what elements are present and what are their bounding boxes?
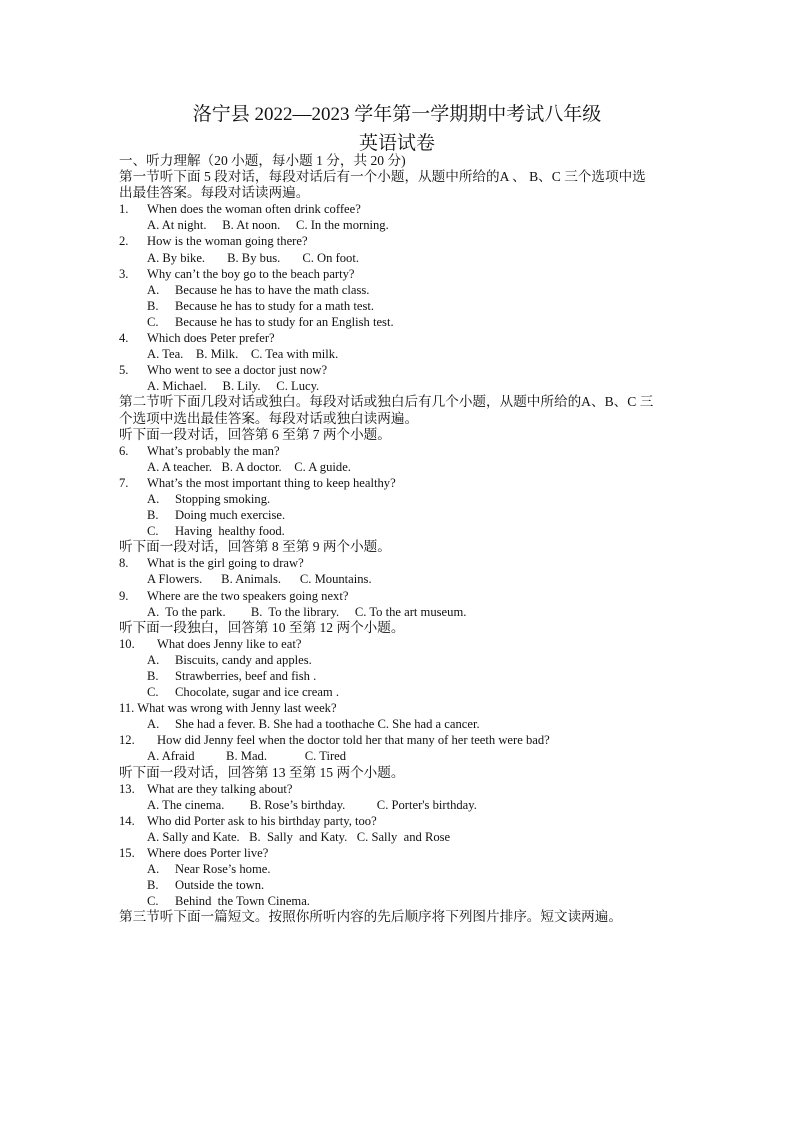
option-c xyxy=(119,893,679,909)
section2-instruction-cont: 个选项中选出最佳答案。每段对话或独白读两遍。 xyxy=(119,410,419,426)
option-letter: B. xyxy=(147,669,159,683)
option-letter: B. xyxy=(147,298,159,313)
question-14 xyxy=(119,813,679,829)
option-letter: A. xyxy=(147,282,160,297)
option-letter: A. xyxy=(147,717,160,732)
option-a xyxy=(119,282,679,298)
question-text: How did Jenny feel when the doctor told her that many of her teeth were bad? xyxy=(157,733,550,748)
question-number: 10. xyxy=(119,636,135,651)
question-number: 5. xyxy=(119,363,129,378)
option-letter: A. xyxy=(147,491,160,506)
question-14-options: A. Sally and Kate. B. Sally and Katy. C. Sally and Rose xyxy=(147,829,451,844)
option-letter: C. xyxy=(147,894,159,909)
question-13-options: A. The cinema. B. Rose’s birthday. C. Porter's birthday. xyxy=(147,797,477,812)
question-number: 4. xyxy=(119,331,129,346)
question-text: How is the woman going there? xyxy=(147,234,308,249)
question-number: 8. xyxy=(119,556,129,571)
question-10 xyxy=(119,636,679,652)
question-2-options: A. By bike. B. By bus. C. On foot. xyxy=(147,250,360,265)
question-9 xyxy=(119,588,679,604)
option-b xyxy=(119,298,679,314)
question-1 xyxy=(119,201,679,217)
question-number: 6. xyxy=(119,443,129,458)
option-a xyxy=(119,491,679,507)
question-text: What is the girl going to draw? xyxy=(147,556,304,571)
section3-instruction: 第三节听下面一篇短文。按照你所听内容的先后顺序将下列图片排序。短文读两遍。 xyxy=(119,909,622,925)
group-10-12-instruction: 听下面一段独白，回答第 10 至第 12 两个小题。 xyxy=(119,619,405,635)
question-12-options: A. Afraid B. Mad. C. Tired xyxy=(147,749,347,764)
question-15 xyxy=(119,845,679,861)
question-9-options: A. To the park. B. To the library. C. To the art museum. xyxy=(147,604,467,619)
question-text: When does the woman often drink coffee? xyxy=(147,202,361,217)
option-c xyxy=(119,684,679,700)
question-number: 14. xyxy=(119,813,135,828)
question-number: 9. xyxy=(119,588,129,603)
exam-title: 洛宁县 2022—2023 学年第一学期期中考试八年级 xyxy=(192,104,602,125)
question-3 xyxy=(119,266,679,282)
question-6-options: A. A teacher. B. A doctor. C. A guide. xyxy=(147,459,351,474)
option-letter: B. xyxy=(147,508,159,523)
option-text: Stopping smoking. xyxy=(175,491,271,506)
question-4-options: A. Tea. B. Milk. C. Tea with milk. xyxy=(147,347,339,362)
option-text: Having healthy food. xyxy=(175,524,285,539)
question-number: 1. xyxy=(119,202,129,217)
option-text: Doing much exercise. xyxy=(175,508,286,523)
question-text: Where does Porter live? xyxy=(147,846,269,861)
question-text: What’s probably the man? xyxy=(147,443,280,458)
question-number: 13. xyxy=(119,781,135,796)
section2-instruction: 第二节听下面几段对话或独白。每段对话或独白后有几个小题，从题中所给的A、B、C 三 xyxy=(119,394,654,410)
question-text: Who did Porter ask to his birthday party, too? xyxy=(147,813,377,828)
option-b xyxy=(119,877,679,893)
option-letter: A. xyxy=(147,652,160,667)
option-c xyxy=(119,314,679,330)
part1-heading: 一、听力理解（20 小题，每小题 1 分，共 20 分) xyxy=(119,153,406,168)
option-text: Near Rose’s home. xyxy=(175,862,271,877)
section1-instruction: 第一节听下面 5 段对话，每段对话后有一个小题，从题中所给的A 、 B、C 三个选项中选 xyxy=(119,169,646,185)
group-8-9-instruction: 听下面一段对话，回答第 8 至第 9 两个小题。 xyxy=(119,539,391,555)
option-b xyxy=(119,668,679,684)
question-5 xyxy=(119,362,679,378)
question-number: 3. xyxy=(119,266,129,281)
option-text: Because he has to study for a math test. xyxy=(175,298,374,313)
group-13-15-instruction: 听下面一段对话，回答第 13 至第 15 两个小题。 xyxy=(119,764,405,780)
question-number: 7. xyxy=(119,475,129,490)
option-letter: A. xyxy=(147,862,160,877)
option-letter: C. xyxy=(147,314,159,329)
option-b xyxy=(119,507,679,523)
question-4 xyxy=(119,330,679,346)
exam-subtitle: 英语试卷 xyxy=(358,133,435,154)
option-a xyxy=(119,652,679,668)
question-11: 11. What was wrong with Jenny last week? xyxy=(119,701,337,716)
option-text: She had a fever. B. She had a toothache C. She had a cancer. xyxy=(175,717,480,732)
question-2 xyxy=(119,233,679,249)
question-8-options: A Flowers. B. Animals. C. Mountains. xyxy=(147,572,372,587)
question-number: 15. xyxy=(119,846,135,861)
question-11-options xyxy=(119,716,679,732)
option-letter: C. xyxy=(147,685,159,700)
question-text: Where are the two speakers going next? xyxy=(147,588,349,603)
question-text: Which does Peter prefer? xyxy=(147,331,275,346)
group-6-7-instruction: 听下面一段对话，回答第 6 至第 7 两个小题。 xyxy=(119,426,391,442)
option-text: Biscuits, candy and apples. xyxy=(175,652,312,667)
option-text: Strawberries, beef and fish . xyxy=(175,669,317,683)
question-text: What does Jenny like to eat? xyxy=(157,636,302,651)
exam-body xyxy=(119,153,679,926)
question-8 xyxy=(119,555,679,571)
option-text: Because he has to study for an English test. xyxy=(175,314,394,329)
question-5-options: A. Michael. B. Lily. C. Lucy. xyxy=(147,379,320,394)
section1-instruction-cont: 出最佳答案。每段对话读两遍。 xyxy=(119,185,310,201)
question-text: Why can’t the boy go to the beach party? xyxy=(147,266,355,281)
option-text: Outside the town. xyxy=(175,878,265,893)
option-a xyxy=(119,861,679,877)
question-12 xyxy=(119,732,679,748)
question-text: What’s the most important thing to keep healthy? xyxy=(147,475,396,490)
question-number: 12. xyxy=(119,733,135,748)
question-6 xyxy=(119,443,679,459)
option-c xyxy=(119,523,679,539)
option-text: Because he has to have the math class. xyxy=(175,282,370,297)
question-1-options: A. At night. B. At noon. C. In the morning. xyxy=(147,218,389,233)
question-text: What are they talking about? xyxy=(147,781,293,796)
option-letter: C. xyxy=(147,524,159,539)
question-7 xyxy=(119,475,679,491)
question-number: 2. xyxy=(119,234,129,249)
option-text: Behind the Town Cinema. xyxy=(175,894,310,909)
question-13 xyxy=(119,781,679,797)
option-text: Chocolate, sugar and ice cream . xyxy=(175,685,339,700)
option-letter: B. xyxy=(147,878,159,893)
question-text: Who went to see a doctor just now? xyxy=(147,363,328,378)
